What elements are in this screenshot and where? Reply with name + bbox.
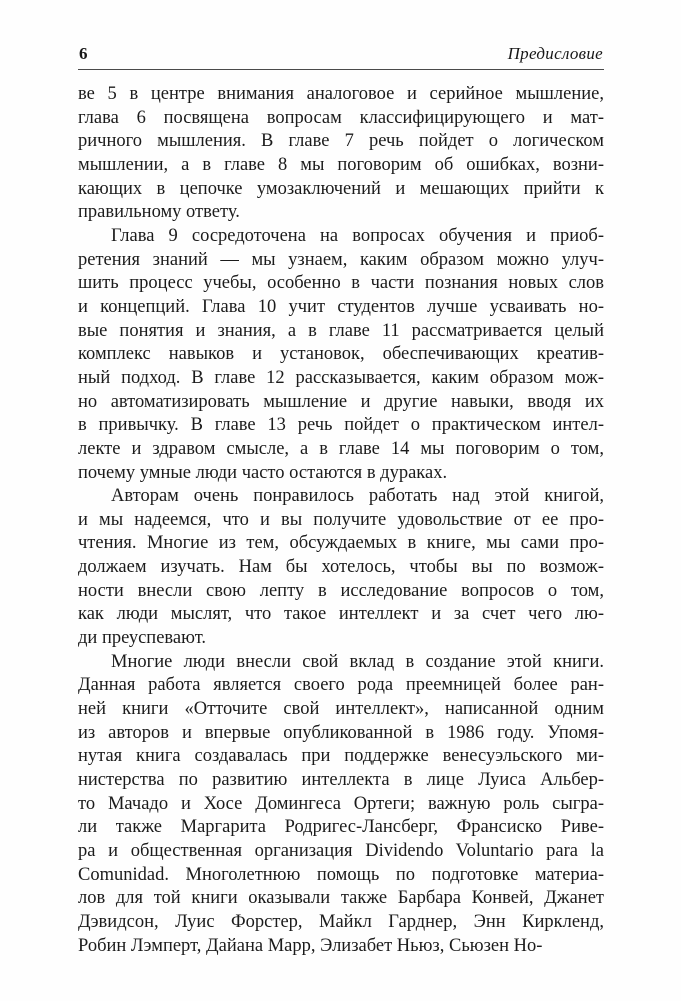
text-line: ричного мышления. В главе 7 речь пойдет о логическом [78, 131, 604, 152]
text-line: нистерства по развитию интеллекта в лице Луиса Альбер- [78, 770, 604, 791]
text-line: Данная работа является своего рода преемницей более ран- [78, 675, 604, 696]
text-line: ности внесли свою лепту в исследование вопросов о том, [78, 580, 604, 601]
page-header [78, 44, 604, 64]
text-line: мышлении, а в главе 8 мы поговорим об ошибках, возни- [78, 154, 604, 175]
text-line: шить процесс учебы, особенно в части познания новых слов [78, 273, 604, 294]
text-line: в привычку. В главе 13 речь пойдет о практическом интел- [78, 415, 604, 436]
text-line: как люди мыслят, что такое интеллект и за счет чего лю- [78, 604, 604, 625]
text-line: должаем изучать. Нам бы хотелось, чтобы вы по возмож- [78, 557, 604, 578]
text-line: глава 6 посвящена вопросам классифицирующего и мат- [78, 107, 604, 128]
text-line: правильному ответу. [78, 202, 240, 223]
paragraph [78, 651, 604, 959]
page-number: 6 [79, 44, 88, 63]
text-line: ней книги «Отточите свой интеллект», написанной одним [78, 699, 604, 720]
text-line: ли также Маргарита Родригес-Лансберг, Франсиско Риве- [78, 817, 604, 838]
text-line: и мы надеемся, что и вы получите удовольствие от ее про- [78, 509, 604, 530]
page-body [78, 83, 604, 958]
text-line: Робин Лэмперт, Дайана Марр, Элизабет Ньюз, Сьюзен Но- [78, 935, 543, 956]
text-line: из авторов и впервые опубликованной в 1986 году. Упомя- [78, 722, 604, 743]
text-line: лекте и здравом смысле, а в главе 14 мы поговорим о том, [78, 438, 604, 459]
text-line: ди преуспевают. [78, 628, 207, 649]
text-line: Многие люди внесли свой вклад в создание этой книги. [111, 651, 604, 672]
chapter-title: Предисловие [507, 44, 603, 63]
text-line: ра и общественная организация Dividendo Voluntario para la [78, 841, 604, 861]
text-line: Авторам очень понравилось работать над этой книгой, [111, 486, 604, 507]
text-line: почему умные люди часто остаются в дураках. [78, 462, 448, 483]
text-line: чтения. Многие из тем, обсуждаемых в книге, мы сами про- [78, 533, 604, 554]
text-line: нутая книга создавалась при поддержке венесуэльского ми- [78, 746, 604, 767]
text-line: Дэвидсон, Луис Форстер, Майкл Гарднер, Энн Киркленд, [78, 911, 604, 932]
paragraph [78, 83, 604, 225]
header-rule [78, 69, 604, 70]
text-line: но автоматизировать мышление и другие навыки, вводя их [78, 391, 604, 412]
text-line: ретения знаний — мы узнаем, каким образом можно улуч- [78, 249, 604, 270]
text-line: Comunidad. Многолетнюю помощь по подготовке материа- [78, 864, 604, 885]
paragraph [78, 225, 604, 485]
text-line: кающих в цепочке умозаключений и мешающих прийти к [78, 178, 604, 199]
text-line: вые понятия и знания, а в главе 11 рассматривается целый [78, 320, 604, 341]
text-line: то Мачадо и Хосе Домингеса Ортеги; важную роль сыгра- [78, 793, 604, 814]
text-line: Глава 9 сосредоточена на вопросах обучения и приоб- [111, 225, 604, 246]
text-line: ве 5 в центре внимания аналоговое и серийное мышление, [78, 84, 604, 104]
text-line: лов для той книги оказывали также Барбара Конвей, Джанет [78, 888, 604, 909]
text-line: комплекс навыков и установок, обеспечивающих креатив- [78, 344, 604, 365]
text-line: ный подход. В главе 12 рассказывается, каким образом мож- [78, 367, 604, 388]
paragraph [78, 485, 604, 651]
text-line: и концепций. Глава 10 учит студентов лучше усваивать но- [78, 296, 604, 317]
